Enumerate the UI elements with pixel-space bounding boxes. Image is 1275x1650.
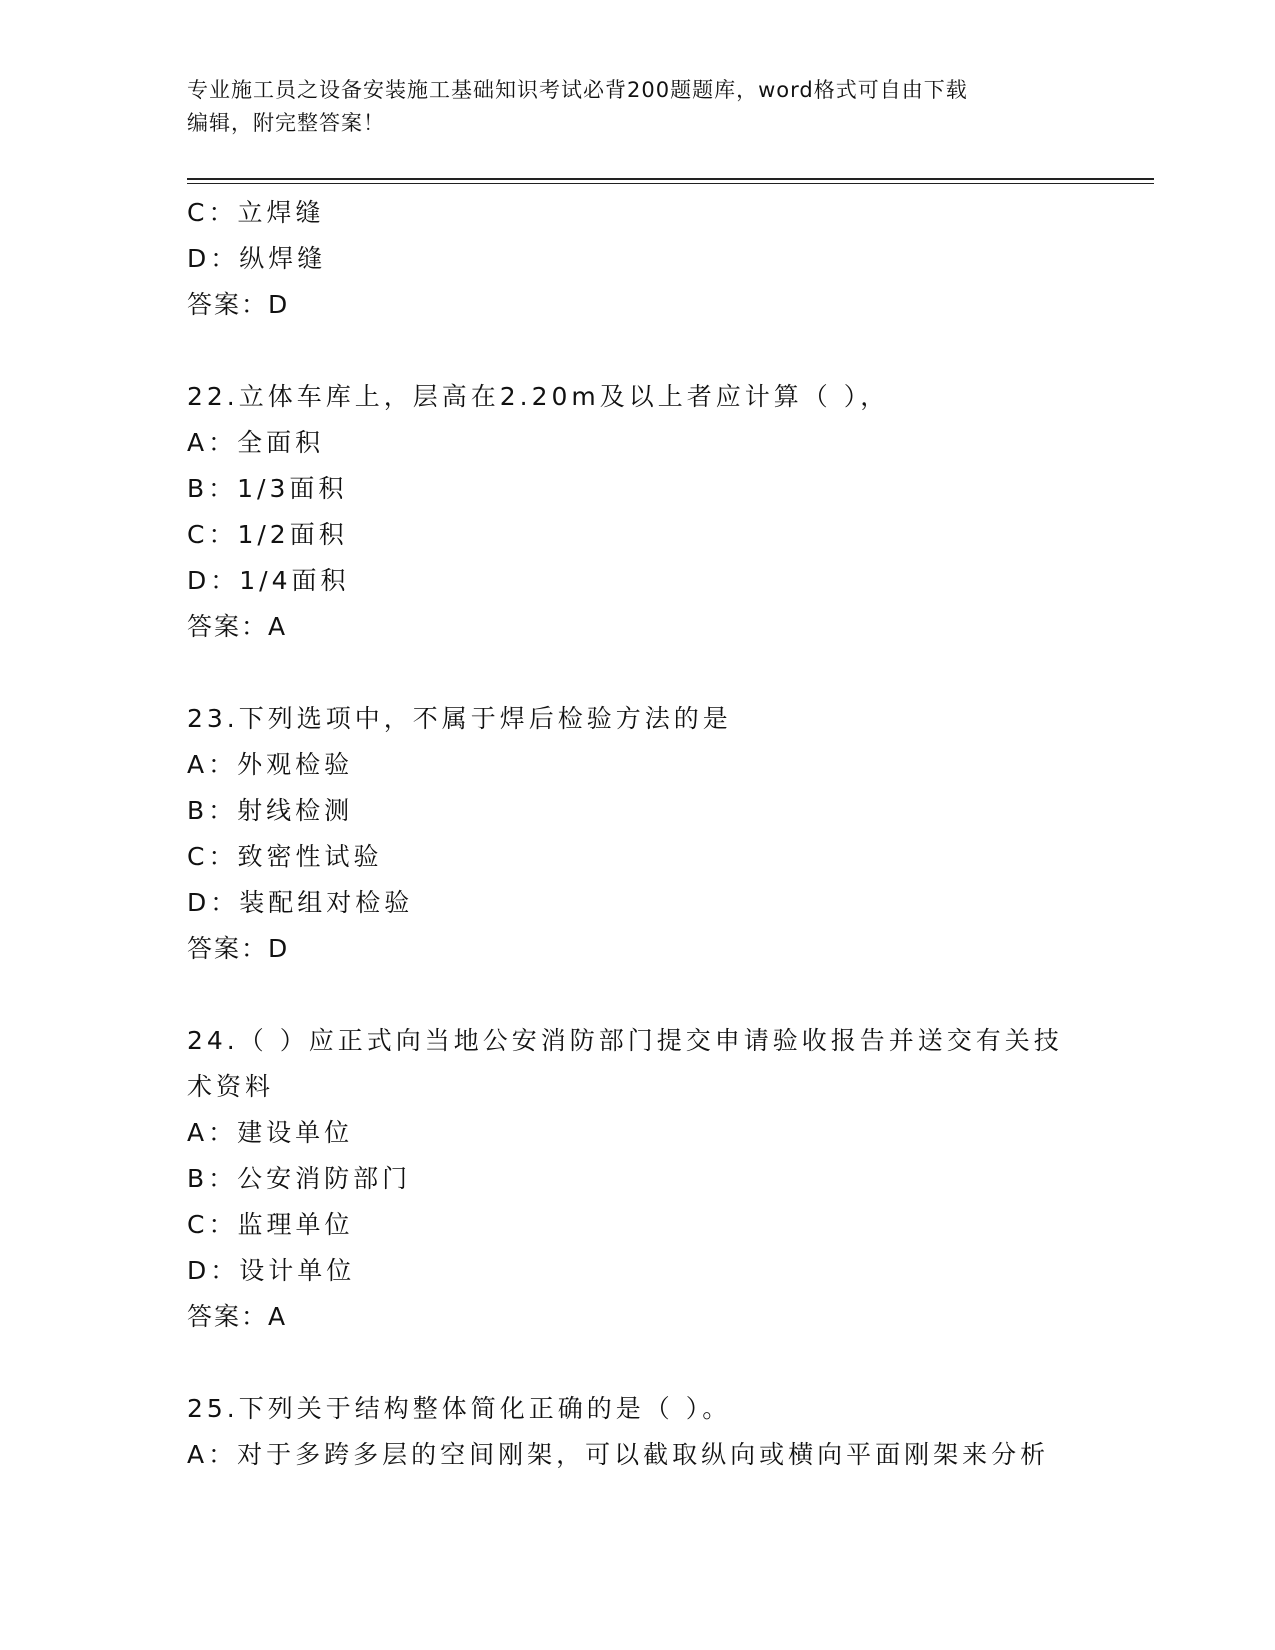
question-text-line-2: 术资料: [187, 1072, 275, 1101]
option-b: B：射线检测: [187, 796, 354, 825]
answer-line: 答案：D: [187, 934, 290, 963]
document-header: [187, 74, 1087, 140]
question-text: 25.下列关于结构整体简化正确的是（ ）。: [187, 1394, 732, 1423]
answer-line: 答案：A: [187, 612, 288, 641]
header-divider-thin: [187, 183, 1154, 184]
option-a: A：全面积: [187, 428, 325, 457]
answer-line: 答案：D: [187, 290, 290, 319]
spacer: [187, 1340, 1087, 1386]
header-title-line-2: 编辑，附完整答案！: [187, 111, 385, 135]
question-23: [187, 696, 1087, 972]
option-c: C：立焊缝: [187, 198, 325, 227]
question-text: 22.立体车库上，层高在2.20m及以上者应计算（ ），: [187, 382, 890, 411]
option-d: D：设计单位: [187, 1256, 356, 1285]
option-a: A：外观检验: [187, 750, 354, 779]
question-text-line-1: 24.（ ）应正式向当地公安消防部门提交申请验收报告并送交有关技: [187, 1026, 1063, 1055]
option-c: C：致密性试验: [187, 842, 383, 871]
option-a: A：建设单位: [187, 1118, 354, 1147]
option-b: B：1/3面积: [187, 474, 348, 503]
option-b: B：公安消防部门: [187, 1164, 412, 1193]
option-d: D：装配组对检验: [187, 888, 414, 917]
question-21-tail: [187, 190, 1087, 328]
question-25: [187, 1386, 1087, 1478]
spacer: [187, 650, 1087, 696]
header-divider-thick: [187, 178, 1154, 180]
question-22: [187, 374, 1087, 650]
option-c: C：监理单位: [187, 1210, 354, 1239]
question-24: [187, 1018, 1087, 1340]
question-text: 23.下列选项中，不属于焊后检验方法的是: [187, 704, 732, 733]
option-d: D：纵焊缝: [187, 244, 327, 273]
spacer: [187, 328, 1087, 374]
answer-line: 答案：A: [187, 1302, 288, 1331]
option-d: D：1/4面积: [187, 566, 350, 595]
option-a: A：对于多跨多层的空间刚架，可以截取纵向或横向平面刚架来分析: [187, 1440, 1050, 1469]
spacer: [187, 972, 1087, 1018]
header-title-line-1: 专业施工员之设备安装施工基础知识考试必背200题题库，word格式可自由下载: [187, 78, 968, 102]
question-list: [187, 190, 1087, 1478]
option-c: C：1/2面积: [187, 520, 348, 549]
